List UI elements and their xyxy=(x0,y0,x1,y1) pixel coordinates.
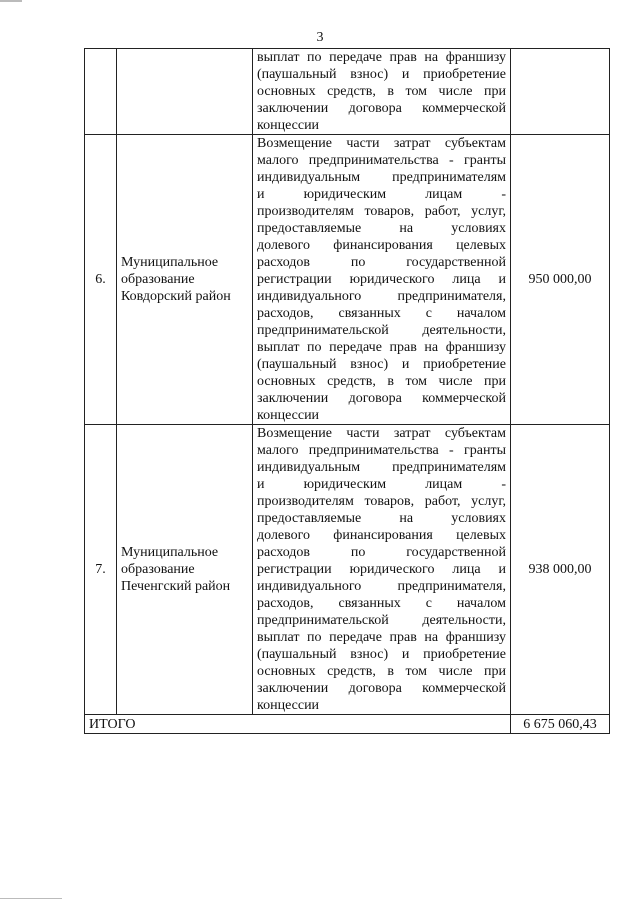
row-number: 6. xyxy=(85,135,117,425)
grant-amount xyxy=(511,49,610,135)
scan-mark-bottom xyxy=(0,898,62,899)
description-line: выплат по передаче прав на франшизу xyxy=(257,50,506,65)
municipality-name xyxy=(117,135,253,425)
description-line: заключении договора коммерческой xyxy=(257,681,506,696)
table-row xyxy=(85,425,610,715)
description-line: основных средств, в том числе при xyxy=(257,664,506,679)
row-number xyxy=(85,49,117,135)
description-line: расходов, связанных с началом xyxy=(257,306,506,321)
municipality-name-line: Муниципальное xyxy=(121,545,219,560)
grant-description xyxy=(253,425,511,715)
total-row xyxy=(85,715,610,734)
description-line: индивидуального предпринимателя, xyxy=(257,579,506,594)
description-line: (паушальный взнос) и приобретение xyxy=(257,357,506,372)
description-line: Возмещение части затрат субъектам xyxy=(257,426,506,441)
description-line: производителям товаров, работ, услуг, xyxy=(257,204,506,219)
municipality-name-line: образование xyxy=(121,562,195,577)
description-line: концессии xyxy=(257,408,320,423)
grants-table xyxy=(84,48,610,734)
description-line: расходов по государственной xyxy=(257,545,506,560)
description-line: расходов по государственной xyxy=(257,255,506,270)
description-line: основных средств, в том числе при xyxy=(257,374,506,389)
municipality-name-line: Печенгский район xyxy=(121,579,231,594)
description-line: предпринимательской деятельности, xyxy=(257,613,506,628)
description-line: концессии xyxy=(257,118,320,133)
description-line: (паушальный взнос) и приобретение xyxy=(257,647,506,662)
description-line: Возмещение части затрат субъектам xyxy=(257,136,506,151)
grant-amount: 938 000,00 xyxy=(511,425,610,715)
description-line: производителям товаров, работ, услуг, xyxy=(257,494,506,509)
description-line: долевого финансирования целевых xyxy=(257,238,506,253)
municipality-name xyxy=(117,49,253,135)
description-line: предпринимательской деятельности, xyxy=(257,323,506,338)
description-line: долевого финансирования целевых xyxy=(257,528,506,543)
grant-description xyxy=(253,49,511,135)
description-line: индивидуального предпринимателя, xyxy=(257,289,506,304)
description-line: предоставляемые на условиях xyxy=(257,511,506,526)
description-line: основных средств, в том числе при xyxy=(257,84,506,99)
description-line: индивидуальным предпринимателям xyxy=(257,170,506,185)
description-line: заключении договора коммерческой xyxy=(257,101,506,116)
description-line: малого предпринимательства - гранты xyxy=(257,153,506,168)
description-line: заключении договора коммерческой xyxy=(257,391,506,406)
description-line: концессии xyxy=(257,698,320,713)
table-row xyxy=(85,49,610,135)
description-line: и юридическим лицам - xyxy=(257,477,506,492)
grant-amount: 950 000,00 xyxy=(511,135,610,425)
description-line: выплат по передаче прав на франшизу xyxy=(257,340,506,355)
table-row xyxy=(85,135,610,425)
description-line: расходов, связанных с началом xyxy=(257,596,506,611)
municipality-name-line: Ковдорский район xyxy=(121,289,231,304)
description-line: и юридическим лицам - xyxy=(257,187,506,202)
page-number: 3 xyxy=(316,30,324,45)
total-amount: 6 675 060,43 xyxy=(511,715,610,734)
municipality-name-line: образование xyxy=(121,272,195,287)
total-label: ИТОГО xyxy=(85,715,511,734)
description-line: выплат по передаче прав на франшизу xyxy=(257,630,506,645)
description-line: индивидуальным предпринимателям xyxy=(257,460,506,475)
description-line: (паушальный взнос) и приобретение xyxy=(257,67,506,82)
description-line: регистрации юридического лица и xyxy=(257,562,506,577)
grant-description xyxy=(253,135,511,425)
municipality-name-line: Муниципальное xyxy=(121,255,219,270)
description-line: предоставляемые на условиях xyxy=(257,221,506,236)
description-line: малого предпринимательства - гранты xyxy=(257,443,506,458)
municipality-name xyxy=(117,425,253,715)
scan-mark-top xyxy=(0,0,22,2)
row-number: 7. xyxy=(85,425,117,715)
description-line: регистрации юридического лица и xyxy=(257,272,506,287)
